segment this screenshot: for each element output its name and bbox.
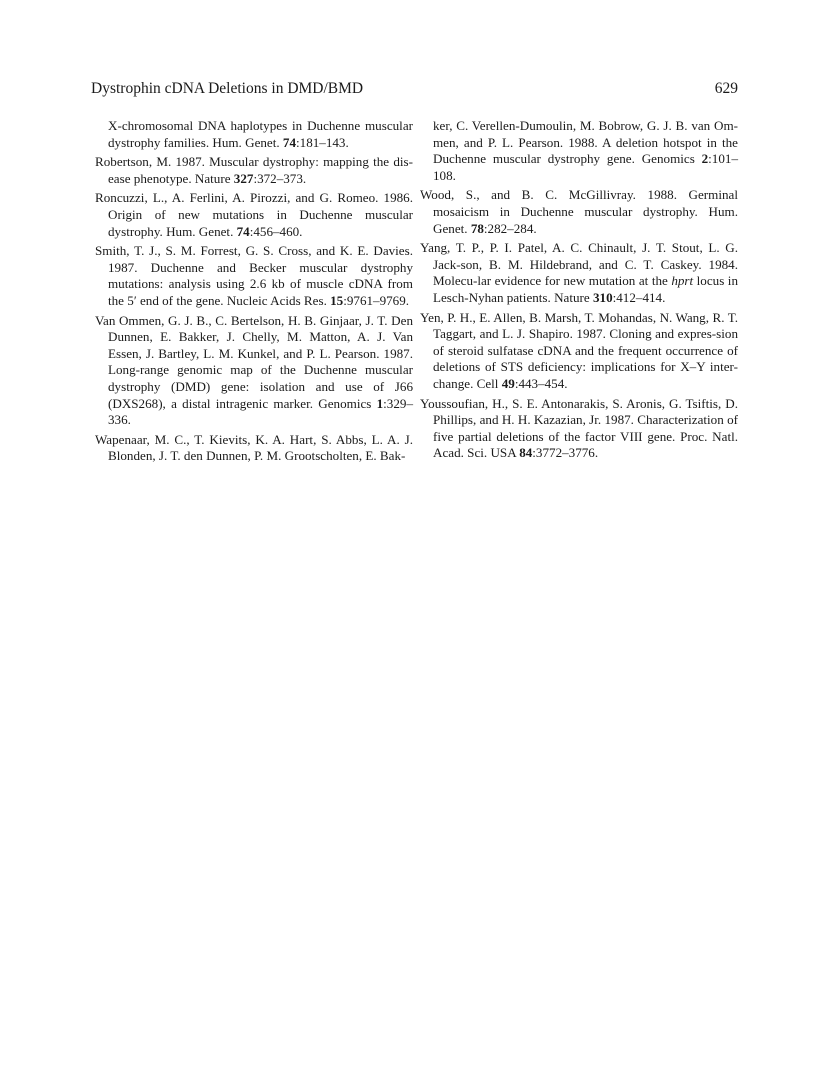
reference-text: X-chromosomal DNA haplotypes in Duchenne muscular dystrophy families. Hum. Genet. bbox=[108, 118, 413, 150]
reference-entry bbox=[95, 243, 413, 309]
reference-volume: 74 bbox=[236, 223, 250, 239]
reference-volume: 49 bbox=[501, 375, 515, 391]
reference-entry bbox=[420, 187, 738, 237]
reference-volume: 74 bbox=[282, 134, 297, 150]
reference-pages: :282–284. bbox=[483, 220, 537, 236]
reference-pages: :443–454. bbox=[514, 375, 568, 391]
reference-pages: :101–108. bbox=[433, 151, 738, 183]
reference-pages: :456–460. bbox=[249, 223, 303, 239]
reference-volume: 1 bbox=[376, 395, 384, 411]
reference-entry bbox=[420, 118, 738, 184]
reference-pages: :9761–9769. bbox=[343, 292, 410, 308]
reference-volume: 84 bbox=[519, 445, 533, 461]
reference-entry bbox=[420, 240, 738, 306]
reference-pages: :329–336. bbox=[108, 395, 413, 428]
reference-entry bbox=[420, 310, 738, 393]
references-column-left bbox=[95, 118, 413, 468]
reference-text: Wapenaar, M. C., T. Kievits, K. A. Hart, S. Abbs, L. A. J. Blonden, J. T. den Dunnen, P. M. Grootscholten, E. Bak- bbox=[95, 431, 413, 464]
reference-text: ker, C. Verellen-Dumoulin, M. Bobrow, G. J. B. van Om-men, and P. L. Pearson. 1988. A deletion hotspot in the Duchenne muscular dystrophy gene. Genomics bbox=[433, 118, 738, 167]
reference-pages: :372–373. bbox=[253, 170, 307, 186]
reference-volume: 310 bbox=[592, 289, 613, 305]
reference-pages: :181–143. bbox=[296, 134, 349, 150]
reference-entry bbox=[420, 396, 738, 462]
reference-italic-term: hprt bbox=[671, 273, 694, 289]
running-head-title: Dystrophin cDNA Deletions in DMD/BMD bbox=[91, 80, 364, 97]
reference-text: Yen, P. H., E. Allen, B. Marsh, T. Mohandas, N. Wang, R. T. Taggart, and L. J. Shapiro. 1987. Cloning and expres-sion of steroid sulfatase cDNA and the frequent occurrence of deletions of STS deficiency: implications for X–Y inter-change. Cell bbox=[420, 309, 738, 391]
reference-volume: 327 bbox=[233, 170, 254, 186]
reference-entry bbox=[95, 154, 413, 187]
reference-text: Yang, T. P., P. I. Patel, A. C. Chinault, J. T. Stout, L. G. Jack-son, B. M. Hildebrand, and C. T. Caskey. 1984. Molecu-lar evidence for new mutation at the bbox=[420, 240, 738, 289]
reference-text: Roncuzzi, L., A. Ferlini, A. Pirozzi, and G. Romeo. 1986. Origin of new mutations in Duchenne muscular dystrophy. Hum. Genet. bbox=[95, 190, 413, 239]
running-head bbox=[91, 80, 738, 102]
reference-pages: :3772–3776. bbox=[532, 445, 599, 461]
reference-entry bbox=[95, 432, 413, 465]
reference-text: Van Ommen, G. J. B., C. Bertelson, H. B. Ginjaar, J. T. Den Dunnen, E. Bakker, J. Chelly, M. Matton, A. J. Van Essen, J. Bartley, L. M. Kunkel, and P. L. Pearson. 1987. Long-range genomic map of the Duchenne muscular dystrophy (DMD) gene: isolation and use of J66 (DXS268), a distal intragenic marker. Genomics bbox=[95, 312, 413, 411]
references-column-right bbox=[420, 118, 738, 465]
page-number: 629 bbox=[714, 80, 738, 97]
reference-text: Smith, T. J., S. M. Forrest, G. S. Cross, and K. E. Davies. 1987. Duchenne and Becker muscular dystrophy mutations: analysis using 2.6 kb of muscle cDNA from the 5′ end of the gene. Nucleic Acids Res. bbox=[95, 243, 413, 308]
reference-entry bbox=[95, 190, 413, 240]
reference-volume: 15 bbox=[330, 292, 344, 308]
reference-text: Youssoufian, H., S. E. Antonarakis, S. Aronis, G. Tsiftis, D. Phillips, and H. H. Kazazian, Jr. 1987. Characterization of five partial deletions of the factor VIII gene. Proc. Natl. Acad. Sci. USA bbox=[420, 395, 738, 461]
reference-text: Wood, S., and B. C. McGillivray. 1988. Germinal mosaicism in Duchenne muscular dystrophy. Hum. Genet. bbox=[420, 187, 738, 236]
reference-entry bbox=[95, 313, 413, 429]
reference-text: locus in Lesch-Nyhan patients. Nature bbox=[433, 273, 738, 305]
reference-text: Robertson, M. 1987. Muscular dystrophy: mapping the dis-ease phenotype. Nature bbox=[95, 154, 413, 186]
reference-pages: :412–414. bbox=[612, 289, 666, 305]
reference-volume: 2 bbox=[701, 151, 709, 167]
reference-volume: 78 bbox=[470, 220, 484, 236]
reference-entry bbox=[95, 118, 413, 151]
